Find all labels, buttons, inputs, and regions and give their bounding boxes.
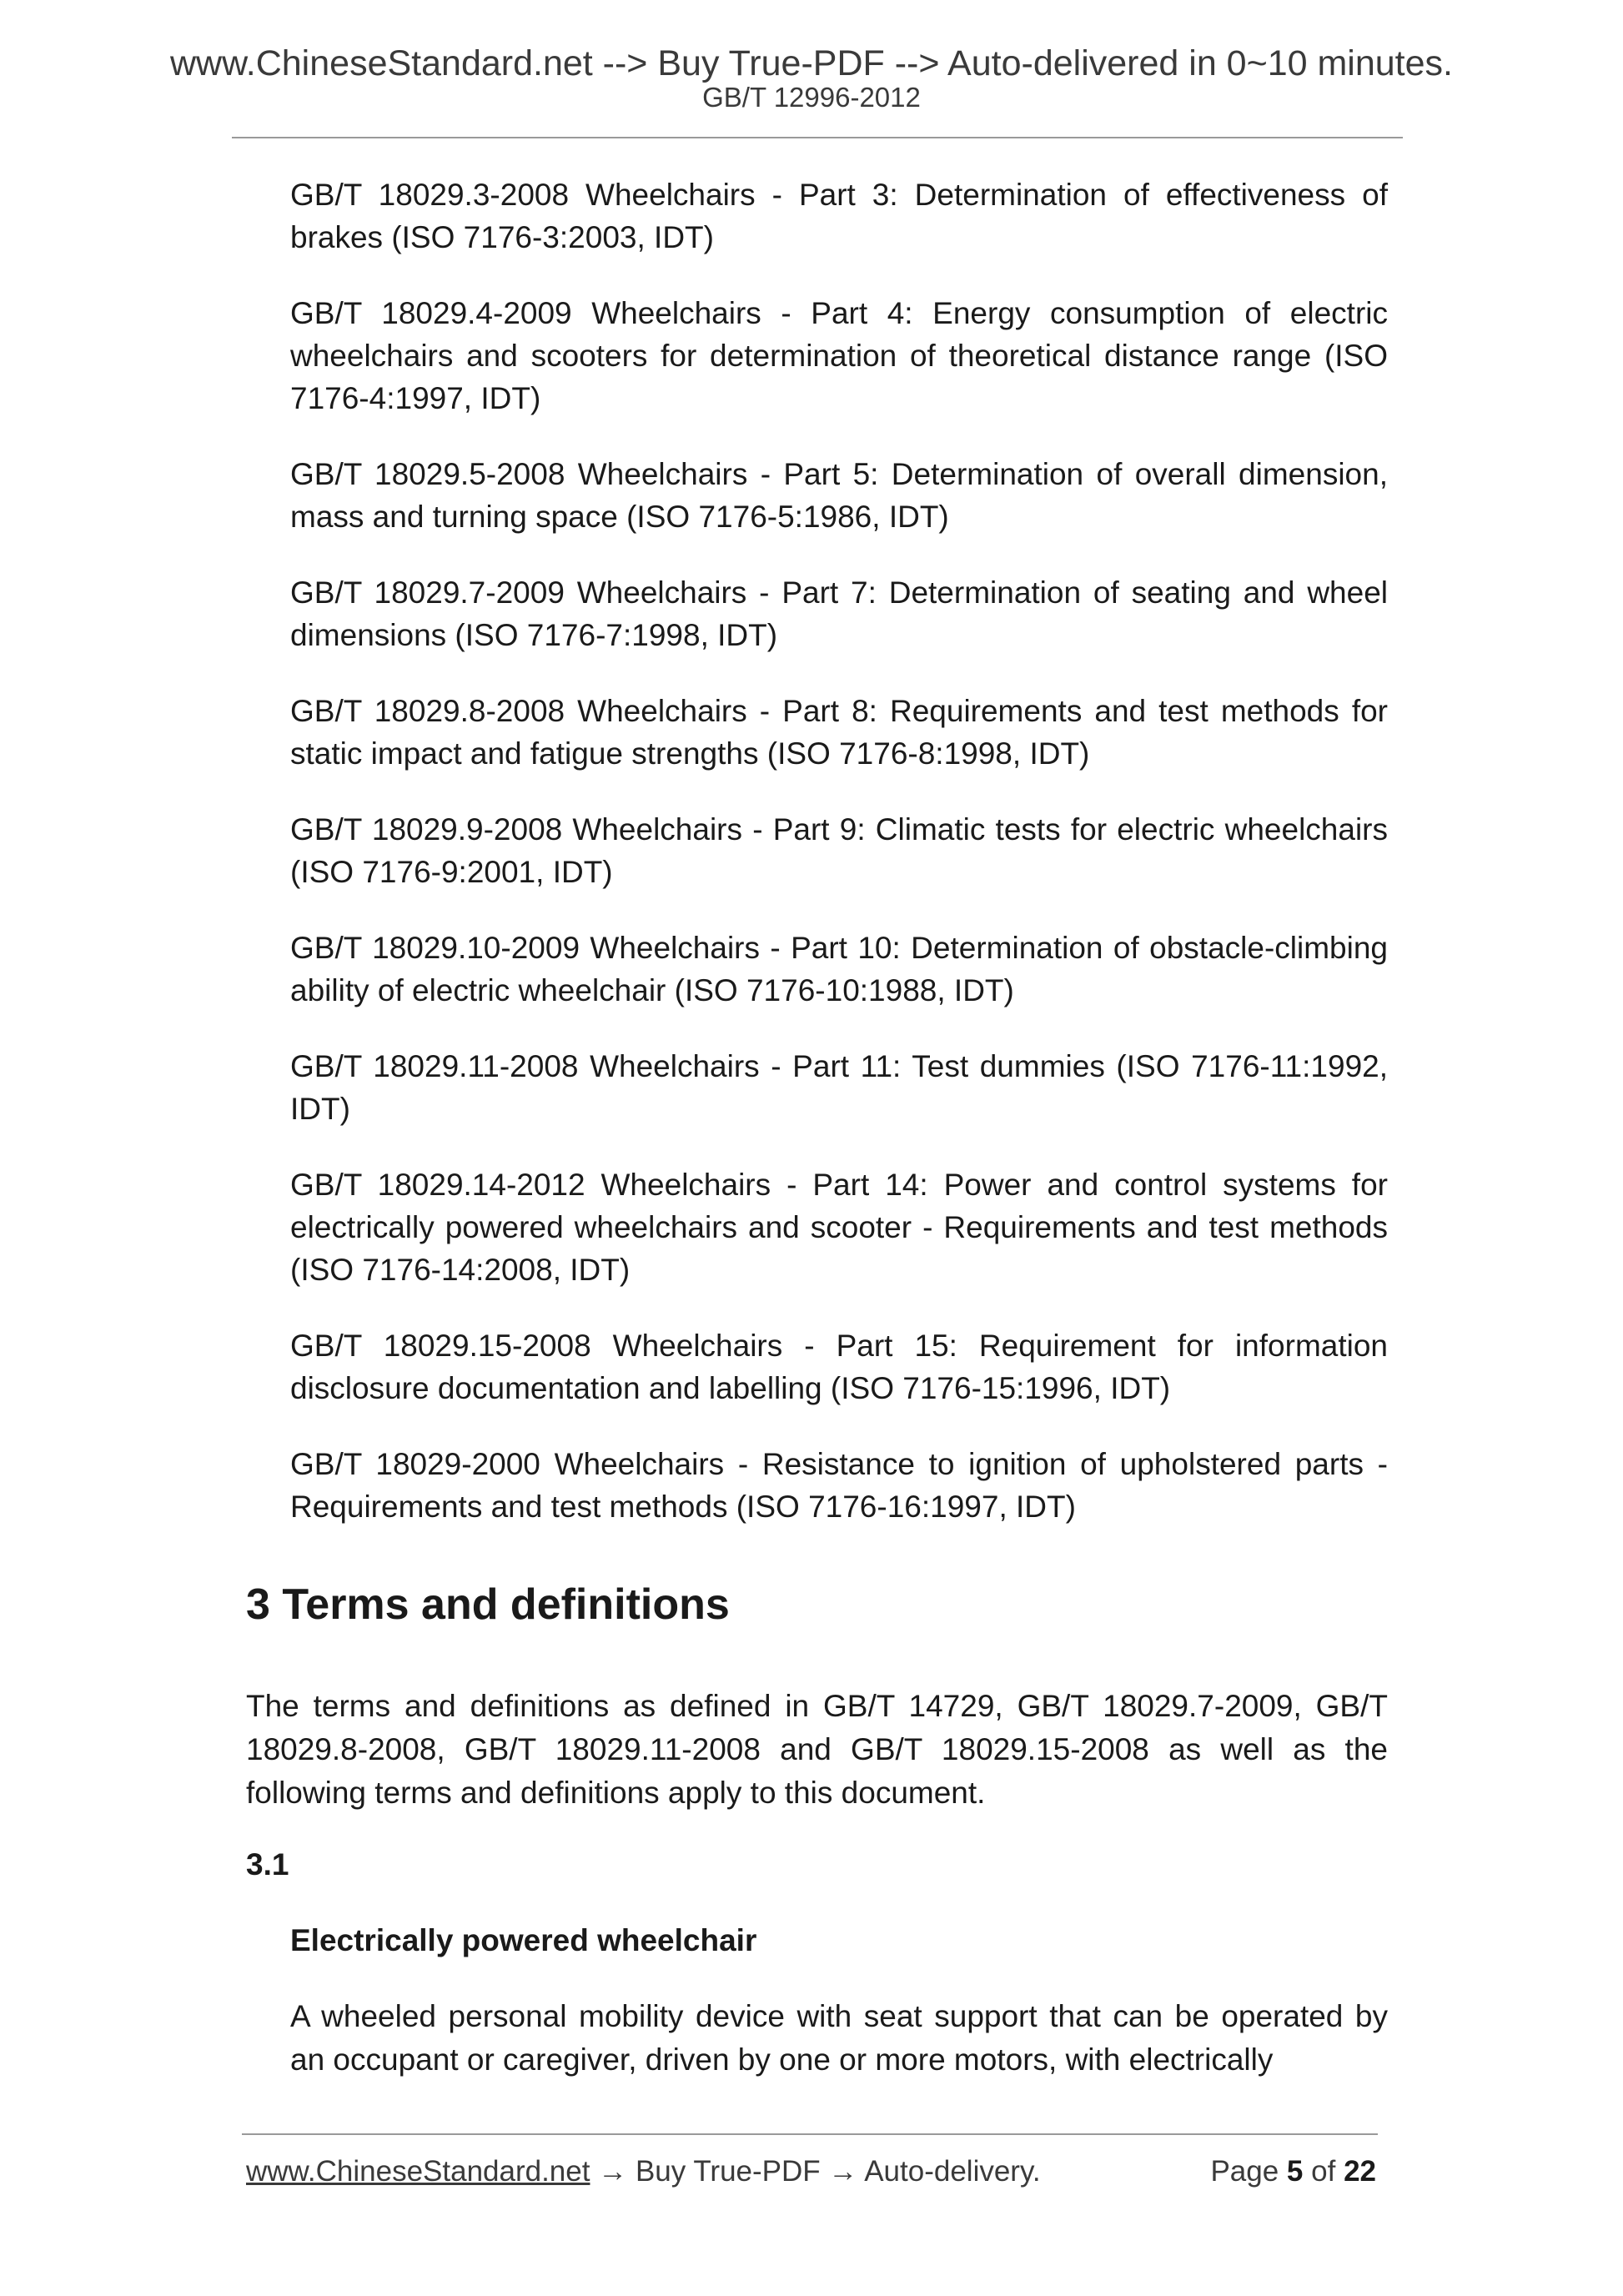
reference-item: GB/T 18029.8-2008 Wheelchairs - Part 8: Requirements and test methods for static impact and fatigue strengths (ISO 7176-8:1998, IDT) [290,694,1388,771]
delivery-text: Auto-delivery. [864,2155,1041,2188]
reference-item: GB/T 18029.9-2008 Wheelchairs - Part 9: Climatic tests for electric wheelchairs (ISO 7176-9:2001, IDT) [290,812,1388,889]
buy-text: Buy True-PDF [635,2155,821,2188]
term-title: Electrically powered wheelchair [290,1923,757,1957]
reference-item: GB/T 18029.4-2009 Wheelchairs - Part 4: Energy consumption of electric wheelchairs and scooters for determination of theoretical distance range (ISO 7176-4:1997, IDT) [290,296,1388,415]
normative-references-list [290,173,1388,1561]
section-heading: 3 Terms and definitions [246,1580,730,1629]
reference-item: GB/T 18029.11-2008 Wheelchairs - Part 11: Test dummies (ISO 7176-11:1992, IDT) [290,1049,1388,1126]
clause-number: 3.1 [246,1847,289,1882]
site-link[interactable]: www.ChineseStandard.net [246,2155,590,2188]
of-label: of [1311,2155,1336,2188]
page-total: 22 [1344,2155,1376,2188]
reference-item: GB/T 18029-2000 Wheelchairs - Resistance to ignition of upholstered parts - Requirements and test methods (ISO 7176-16:1997, IDT) [290,1447,1388,1524]
arrow-right-icon: → [598,2155,628,2188]
term-definition: A wheeled personal mobility device with seat support that can be operated by an occupant or caregiver, driven by one or more motors, with electrically [290,1999,1388,2077]
reference-item: GB/T 18029.7-2009 Wheelchairs - Part 7: Determination of seating and wheel dimensions (ISO 7176-7:1998, IDT) [290,575,1388,652]
page-indicator [1210,2153,1376,2190]
reference-item: GB/T 18029.3-2008 Wheelchairs - Part 3: Determination of effectiveness of brakes (ISO 7176-3:2003, IDT) [290,178,1388,254]
reference-item: GB/T 18029.15-2008 Wheelchairs - Part 15: Requirement for information disclosure documentation and labelling (ISO 7176-15:1996, IDT) [290,1329,1388,1405]
reference-item: GB/T 18029.5-2008 Wheelchairs - Part 5: Determination of overall dimension, mass and turning space (ISO 7176-5:1986, IDT) [290,457,1388,534]
header-divider [232,137,1403,138]
document-code: GB/T 12996-2012 [702,82,921,113]
page-current: 5 [1286,2155,1304,2188]
footer-divider [242,2133,1378,2135]
footer-promo [246,2153,1041,2190]
reference-item: GB/T 18029.10-2009 Wheelchairs - Part 10: Determination of obstacle-climbing ability of electric wheelchair (ISO 7176-10:1988, IDT) [290,931,1388,1007]
page-label: Page [1210,2155,1279,2188]
reference-item: GB/T 18029.14-2012 Wheelchairs - Part 14: Power and control systems for electrically powered wheelchairs and scooter - Requirements and test methods (ISO 7176-14:2008, IDT) [290,1168,1388,1287]
arrow-right-icon: → [828,2155,858,2188]
section-intro-paragraph: The terms and definitions as defined in GB/T 14729, GB/T 18029.7-2009, GB/T 18029.8-2008, GB/T 18029.11-2008 and GB/T 18029.15-2008 as well as the following terms and definitions apply to this document. [246,1689,1388,1810]
site-banner: www.ChineseStandard.net --> Buy True-PDF --> Auto-delivered in 0~10 minutes. [169,43,1453,83]
